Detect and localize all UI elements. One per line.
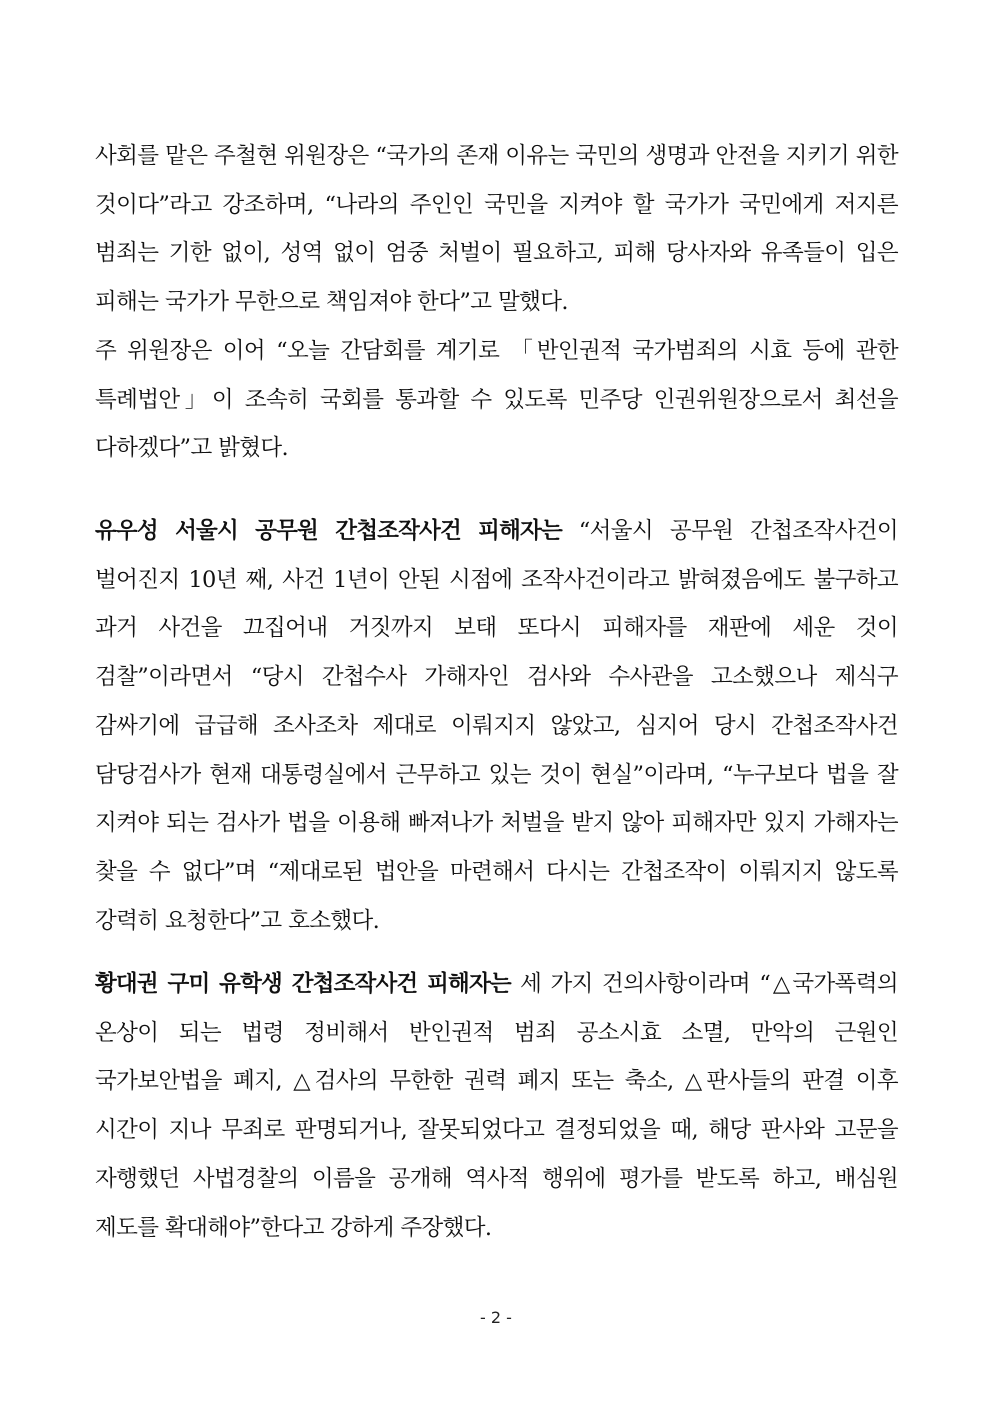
speaker-lead: 황대권 구미 유학생 간첩조작사건 피해자는 bbox=[95, 971, 511, 997]
paragraph-chair-followup bbox=[95, 327, 898, 473]
speaker-lead: 유우성 서울시 공무원 간첩조작사건 피해자는 bbox=[95, 518, 562, 544]
paragraph-yu-statement bbox=[95, 507, 898, 945]
paragraph-hwang-statement bbox=[95, 960, 898, 1252]
paragraph-chair-remarks bbox=[95, 132, 898, 327]
paragraph-text: 주 위원장은 이어 “오늘 간담회를 계기로 「반인권적 국가범죄의 시효 등에 관한 특례법안」이 조속히 국회를 통과할 수 있도록 민주당 인권위원장으로서 최선을 다하겠다”고 밝혔다. bbox=[95, 338, 898, 462]
paragraph-text: 사회를 맡은 주철현 위원장은 “국가의 존재 이유는 국민의 생명과 안전을 지키기 위한 것이다”라고 강조하며, “나라의 주인인 국민을 지켜야 할 국가가 국민에게 저지른 범죄는 기한 없이, 성역 없이 엄중 처벌이 필요하고, 피해 당사자와 유족들이 입은 피해는 국가가 무한으로 책임져야 한다”고 말했다. bbox=[95, 143, 898, 316]
paragraph-text: “서울시 공무원 간첩조작사건이 벌어진지 10년 째, 사건 1년이 안된 시점에 조작사건이라고 밝혀졌음에도 불구하고 과거 사건을 끄집어내 거짓까지 보태 또다시 피해자를 재판에 세운 것이 검찰”이라면서 “당시 간첩수사 가해자인 검사와 수사관을 고소했으나 제식구 감싸기에 급급해 조사조차 제대로 이뤄지지 않았고, 심지어 당시 간첩조작사건 담당검사가 현재 대통령실에서 근무하고 있는 것이 현실”이라며, “누구보다 법을 잘 지켜야 되는 검사가 법을 이용해 빠져나가 처벌을 받지 않아 피해자만 있지 가해자는 찾을 수 없다”며 “제대로된 법안을 마련해서 다시는 간첩조작이 이뤄지지 않도록 강력히 요청한다”고 호소했다. bbox=[95, 518, 898, 934]
page-number: - 2 - bbox=[480, 1308, 512, 1327]
paragraph-text: 세 가지 건의사항이라며 “△국가폭력의 온상이 되는 법령 정비해서 반인권적 범죄 공소시효 소멸, 만악의 근원인 국가보안법을 폐지, △검사의 무한한 권력 폐지 또는 축소, △판사들의 판결 이후 시간이 지나 무죄로 판명되거나, 잘못되었다고 결정되었을 때, 해당 판사와 고문을 자행했던 사법경찰의 이름을 공개해 역사적 행위에 평가를 받도록 하고, 배심원 제도를 확대해야”한다고 강하게 주장했다. bbox=[95, 971, 898, 1241]
